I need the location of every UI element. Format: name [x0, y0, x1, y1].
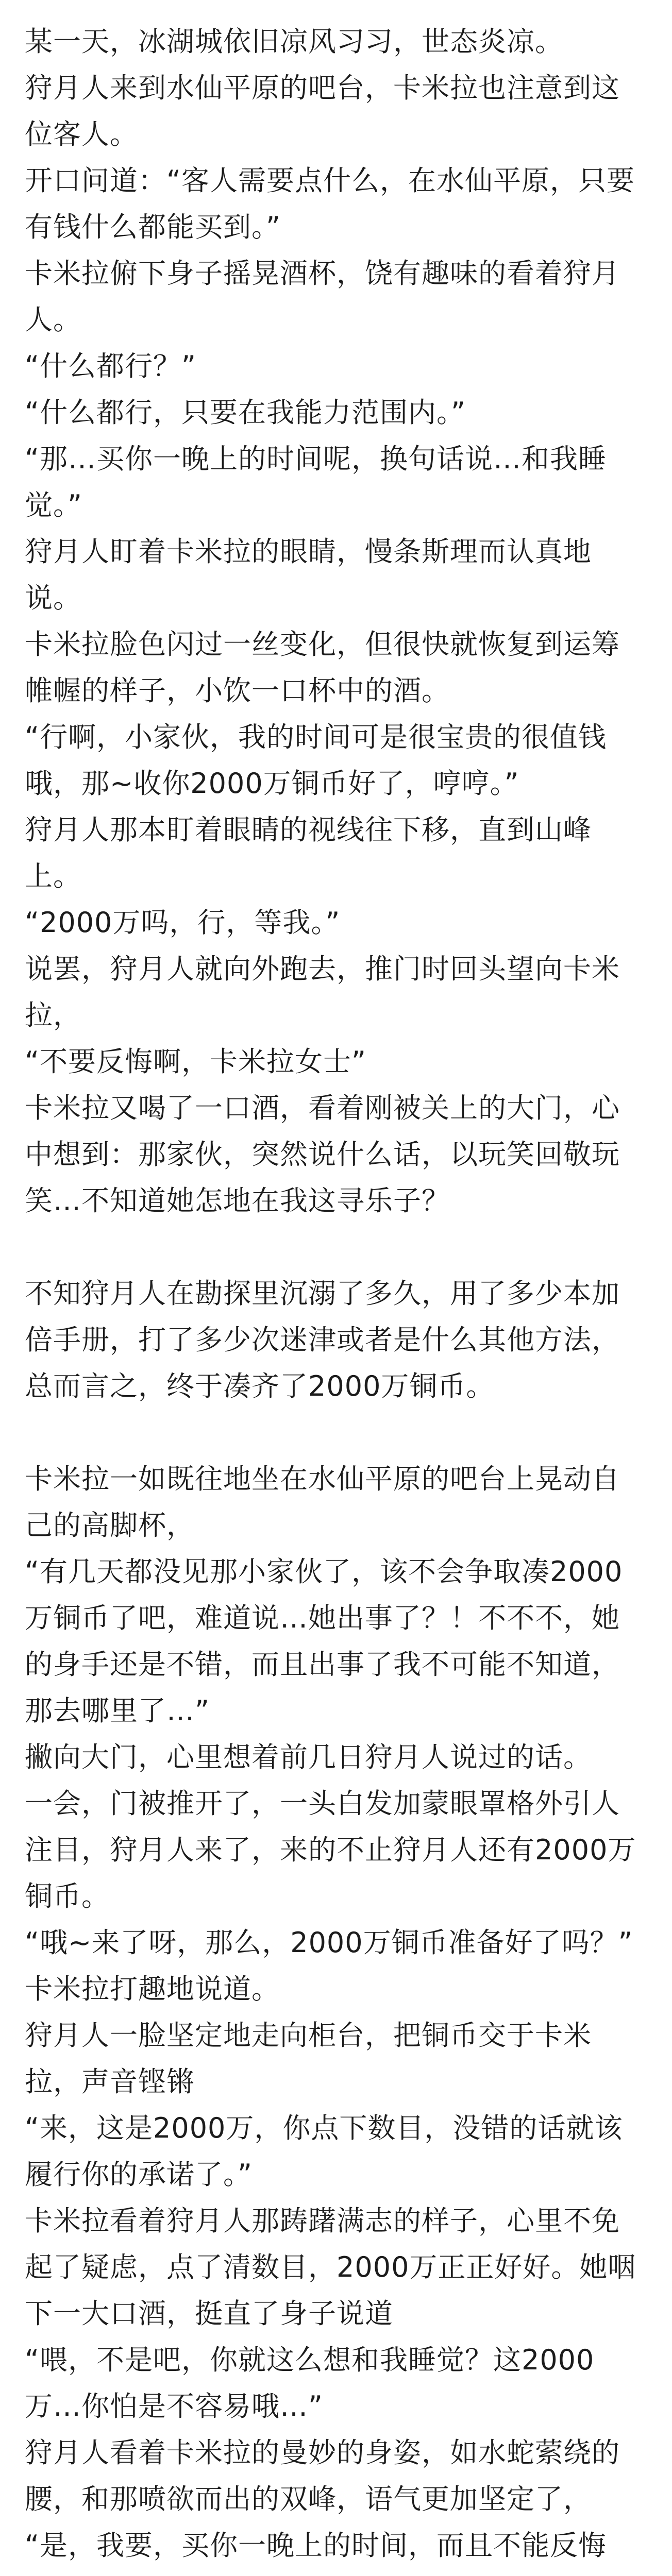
paragraph-13: 说罢，狩月人就向外跑去，推门时回头望向卡米拉，: [25, 953, 620, 1031]
paragraph-28: “是，我要，买你一晚上的时间，而且不能反悔: [25, 2529, 607, 2562]
paragraph-05: “什么都行？”: [25, 350, 196, 382]
paragraph-04: 卡米拉俯下身子摇晃酒杯，饶有趣味的看着狩月人。: [25, 257, 620, 336]
paragraph-08: 狩月人盯着卡米拉的眼睛，慢条斯理而认真地说。: [25, 535, 592, 614]
paragraph-20: 一会，门被推开了，一头白发加蒙眼罩格外引人注目，狩月人来了，来的不止狩月人还有2000万铜币。: [25, 1787, 636, 1912]
blank-line: [25, 1224, 647, 1270]
paragraph-23: 狩月人一脸坚定地走向柜台，把铜币交于卡米拉，声音铿锵: [25, 2019, 592, 2098]
paragraph-11: 狩月人那本盯着眼睛的视线往下移，直到山峰上。: [25, 814, 592, 892]
paragraph-06: “什么都行，只要在我能力范围内。”: [25, 396, 466, 429]
paragraph-18: “有几天都没见那小家伙了，该不会争取凑2000万铜币了吧，难道说…她出事了？！不不不，她的身手还是不错，而且出事了我不可能不知道，那去哪里了…”: [25, 1555, 623, 1727]
paragraph-03: 开口问道：“客人需要点什么，在水仙平原，只要有钱什么都能买到。”: [25, 164, 635, 243]
story-body: [25, 19, 647, 2576]
paragraph-10: “行啊，小家伙，我的时间可是很宝贵的很值钱哦，那~收你2000万铜币好了，哼哼。”: [25, 721, 607, 800]
paragraph-12: “2000万吗，行，等我。”: [25, 906, 341, 939]
paragraph-26: “喂，不是吧，你就这么想和我睡觉？这2000万…你怕是不容易哦…”: [25, 2344, 595, 2422]
paragraph-21: “哦~来了呀，那么，2000万铜币准备好了吗？”: [25, 1926, 633, 1959]
paragraph-27: 狩月人看着卡米拉的曼妙的身姿，如水蛇萦绕的腰，和那喷欲而出的双峰，语气更加坚定了，: [25, 2436, 620, 2515]
blank-line: [25, 1410, 647, 1456]
paragraph-22: 卡米拉打趣地说道。: [25, 1973, 280, 2005]
paragraph-25: 卡米拉看着狩月人那踌躇满志的样子，心里不免起了疑虑，点了清数目，2000万正正好好。她咽下一大口酒，挺直了身子说道: [25, 2205, 636, 2330]
paragraph-17: 卡米拉一如既往地坐在水仙平原的吧台上晃动自己的高脚杯，: [25, 1463, 620, 1541]
paragraph-02: 狩月人来到水仙平原的吧台，卡米拉也注意到这位客人。: [25, 72, 620, 150]
paragraph-14: “不要反悔啊，卡米拉女士”: [25, 1045, 366, 1078]
paragraph-19: 撇向大门，心里想着前几日狩月人说过的话。: [25, 1741, 592, 1773]
paragraph-16: 不知狩月人在勘探里沉溺了多久，用了多少本加倍手册，打了多少次迷津或者是什么其他方法，总而言之，终于凑齐了2000万铜币。: [25, 1277, 620, 1402]
paragraph-01: 某一天，冰湖城依旧凉风习习，世态炎凉。: [25, 25, 563, 58]
paragraph-24: “来，这是2000万，你点下数目，没错的话就该履行你的承诺了。”: [25, 2112, 623, 2191]
paragraph-15: 卡米拉又喝了一口酒，看着刚被关上的大门，心中想到：那家伙，突然说什么话，以玩笑回敬玩笑…不知道她怎地在我这寻乐子？: [25, 1092, 620, 1217]
paragraph-09: 卡米拉脸色闪过一丝变化，但很快就恢复到运筹帷幄的样子，小饮一口杯中的酒。: [25, 628, 620, 707]
paragraph-07: “那…买你一晚上的时间呢，换句话说…和我睡觉。”: [25, 443, 607, 521]
